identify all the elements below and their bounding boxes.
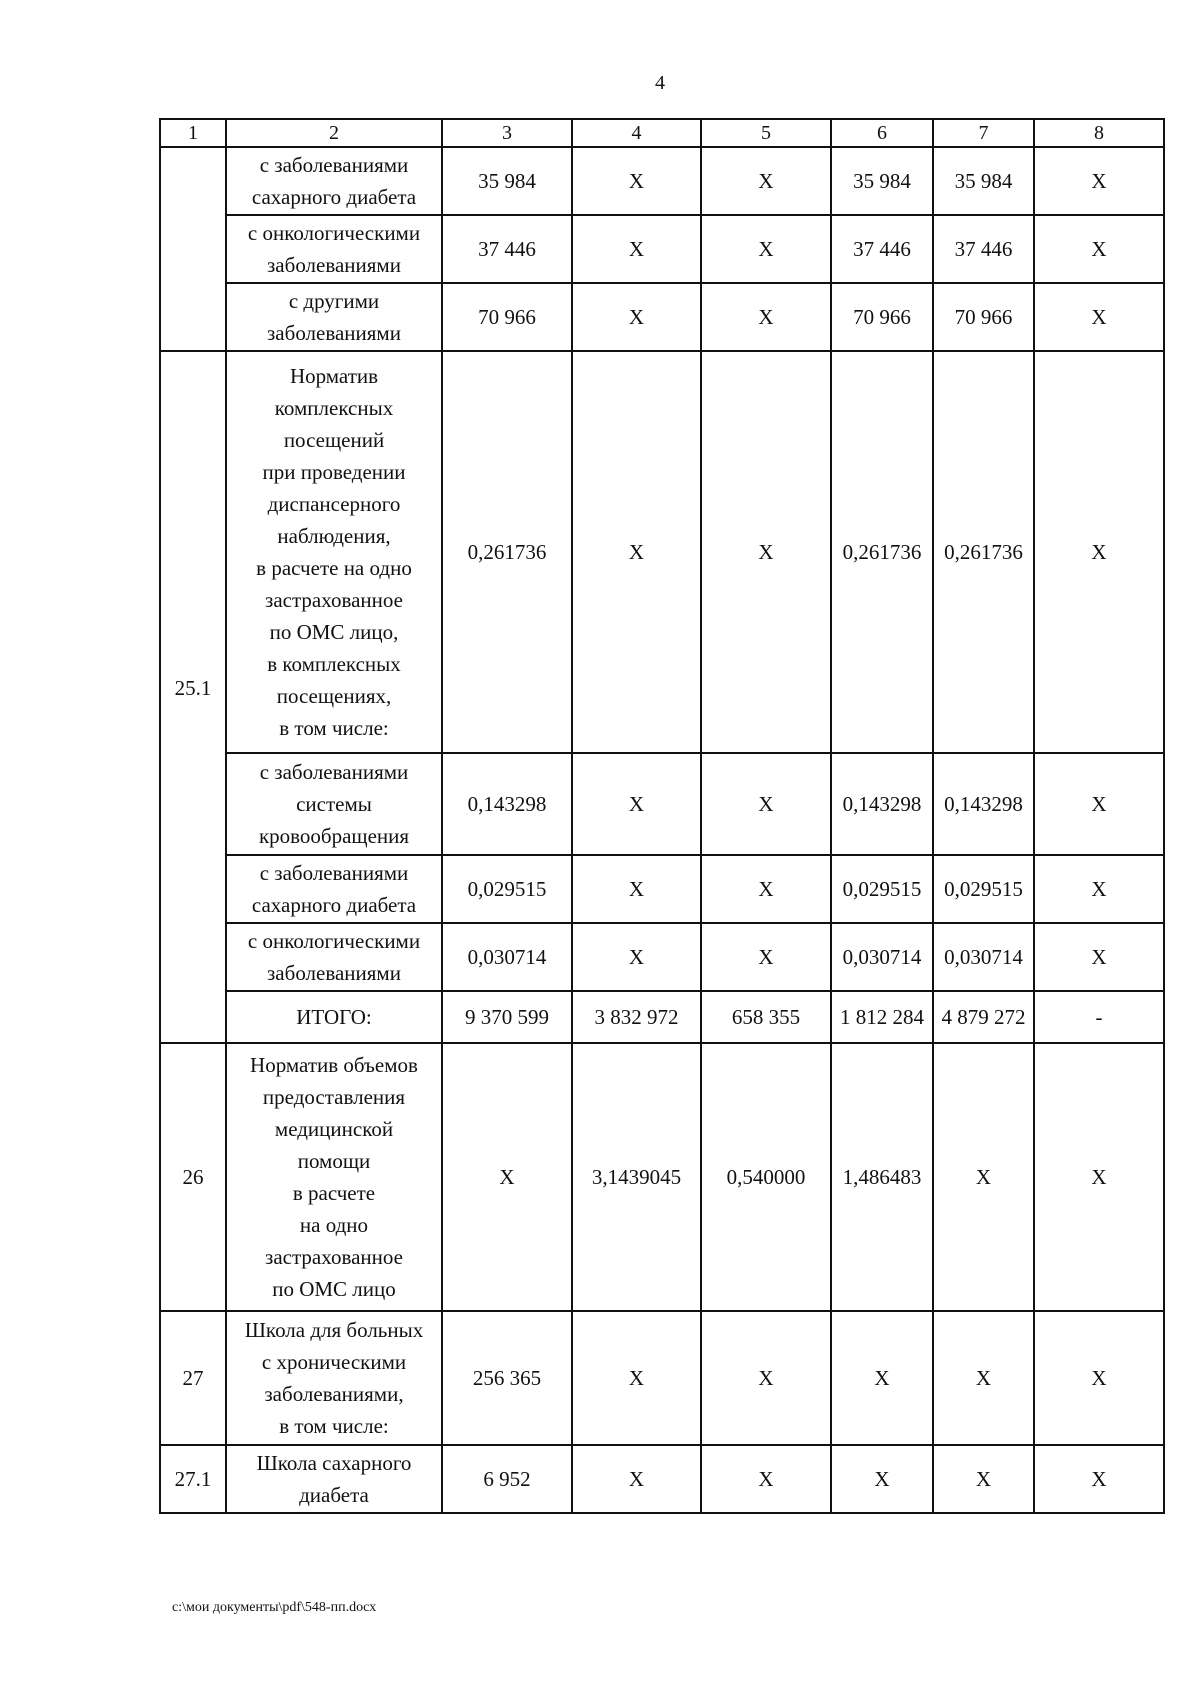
row-description: Норматив объемов предоставления медицинской помощи в расчете на одно застрахованное по ОМС лицо	[226, 1043, 442, 1311]
column-header: 6	[831, 119, 933, 147]
row-description: с другими заболеваниями	[226, 283, 442, 351]
table-cell: 0,540000	[701, 1043, 831, 1311]
column-header: 5	[701, 119, 831, 147]
table-cell: X	[572, 855, 701, 923]
table-cell: X	[831, 1445, 933, 1513]
table-cell: X	[1034, 215, 1164, 283]
table-cell: 0,143298	[831, 753, 933, 855]
table-cell: 1,486483	[831, 1043, 933, 1311]
column-header: 1	[160, 119, 226, 147]
table-cell: X	[1034, 855, 1164, 923]
table-cell: 0,143298	[933, 753, 1034, 855]
page-number: 4	[655, 72, 665, 94]
table-cell: 37 446	[831, 215, 933, 283]
table-cell: 3,1439045	[572, 1043, 701, 1311]
table-cell: X	[572, 753, 701, 855]
table-cell: 0,261736	[831, 351, 933, 753]
table-cell: X	[572, 1311, 701, 1445]
table-cell: 35 984	[933, 147, 1034, 215]
table-cell: 35 984	[831, 147, 933, 215]
table-cell: 0,029515	[933, 855, 1034, 923]
table-row	[160, 147, 1164, 215]
table-cell: 70 966	[831, 283, 933, 351]
table-row	[160, 283, 1164, 351]
table-cell: X	[1034, 1445, 1164, 1513]
table-header-row	[160, 119, 1164, 147]
table-cell: 37 446	[442, 215, 572, 283]
column-header: 8	[1034, 119, 1164, 147]
row-description: ИТОГО:	[226, 991, 442, 1043]
table-cell: X	[701, 351, 831, 753]
table-row	[160, 1445, 1164, 1513]
table-cell: X	[701, 283, 831, 351]
table-cell: X	[572, 215, 701, 283]
table-cell: X	[933, 1043, 1034, 1311]
row-description: с онкологическими заболеваниями	[226, 923, 442, 991]
table-cell: 9 370 599	[442, 991, 572, 1043]
row-description: Школа сахарного диабета	[226, 1445, 442, 1513]
table-cell: 4 879 272	[933, 991, 1034, 1043]
table-row	[160, 1311, 1164, 1445]
row-number-cell	[160, 147, 226, 351]
table-cell: X	[1034, 351, 1164, 753]
table-cell: 0,261736	[933, 351, 1034, 753]
table-cell: X	[933, 1311, 1034, 1445]
row-description: Норматив комплексных посещений при проведении диспансерного наблюдения, в расчете на одно застрахованное по ОМС лицо, в комплексных посещениях, в том числе:	[226, 351, 442, 753]
table-cell: 3 832 972	[572, 991, 701, 1043]
table-cell: X	[572, 1445, 701, 1513]
table-cell: X	[701, 1445, 831, 1513]
table-cell: X	[831, 1311, 933, 1445]
table-cell: 0,143298	[442, 753, 572, 855]
table-cell: -	[1034, 991, 1164, 1043]
column-header: 2	[226, 119, 442, 147]
table-cell: 70 966	[933, 283, 1034, 351]
table-cell: X	[701, 753, 831, 855]
table-cell: X	[572, 351, 701, 753]
row-description: Школа для больных с хроническими заболеваниями, в том числе:	[226, 1311, 442, 1445]
table-cell: 0,029515	[442, 855, 572, 923]
table-cell: 256 365	[442, 1311, 572, 1445]
table-cell: X	[572, 283, 701, 351]
row-description: с онкологическими заболеваниями	[226, 215, 442, 283]
row-number-cell: 25.1	[160, 351, 226, 1043]
table-cell: 0,261736	[442, 351, 572, 753]
table-cell: X	[1034, 1311, 1164, 1445]
table-cell: 37 446	[933, 215, 1034, 283]
table-row	[160, 923, 1164, 991]
table-cell: X	[572, 923, 701, 991]
table-cell: X	[933, 1445, 1034, 1513]
table-row	[160, 215, 1164, 283]
table-cell: X	[572, 147, 701, 215]
table-cell: 0,030714	[933, 923, 1034, 991]
table-row	[160, 351, 1164, 753]
column-header: 4	[572, 119, 701, 147]
row-number-cell: 27	[160, 1311, 226, 1445]
table-cell: X	[701, 215, 831, 283]
table-cell: 0,030714	[442, 923, 572, 991]
row-description: с заболеваниями системы кровообращения	[226, 753, 442, 855]
row-number-cell: 26	[160, 1043, 226, 1311]
table-row	[160, 991, 1164, 1043]
table-cell: X	[701, 1311, 831, 1445]
table-cell: X	[442, 1043, 572, 1311]
table-cell: X	[701, 147, 831, 215]
table-cell: X	[1034, 923, 1164, 991]
table-cell: 35 984	[442, 147, 572, 215]
table-row	[160, 1043, 1164, 1311]
table-cell: 1 812 284	[831, 991, 933, 1043]
footer-file-path: c:\мои документы\pdf\548-пп.docx	[172, 1600, 377, 1615]
row-description: с заболеваниями сахарного диабета	[226, 855, 442, 923]
table-cell: 658 355	[701, 991, 831, 1043]
row-description: с заболеваниями сахарного диабета	[226, 147, 442, 215]
table-cell: X	[1034, 753, 1164, 855]
row-number-cell: 27.1	[160, 1445, 226, 1513]
data-table	[159, 118, 1165, 1514]
table-cell: X	[701, 855, 831, 923]
table-row	[160, 855, 1164, 923]
column-header: 3	[442, 119, 572, 147]
table-cell: 0,030714	[831, 923, 933, 991]
column-header: 7	[933, 119, 1034, 147]
table-cell: X	[701, 923, 831, 991]
table-row	[160, 753, 1164, 855]
table-cell: X	[1034, 283, 1164, 351]
table-cell: X	[1034, 147, 1164, 215]
table-cell: 0,029515	[831, 855, 933, 923]
table-cell: 70 966	[442, 283, 572, 351]
table-cell: 6 952	[442, 1445, 572, 1513]
table-cell: X	[1034, 1043, 1164, 1311]
